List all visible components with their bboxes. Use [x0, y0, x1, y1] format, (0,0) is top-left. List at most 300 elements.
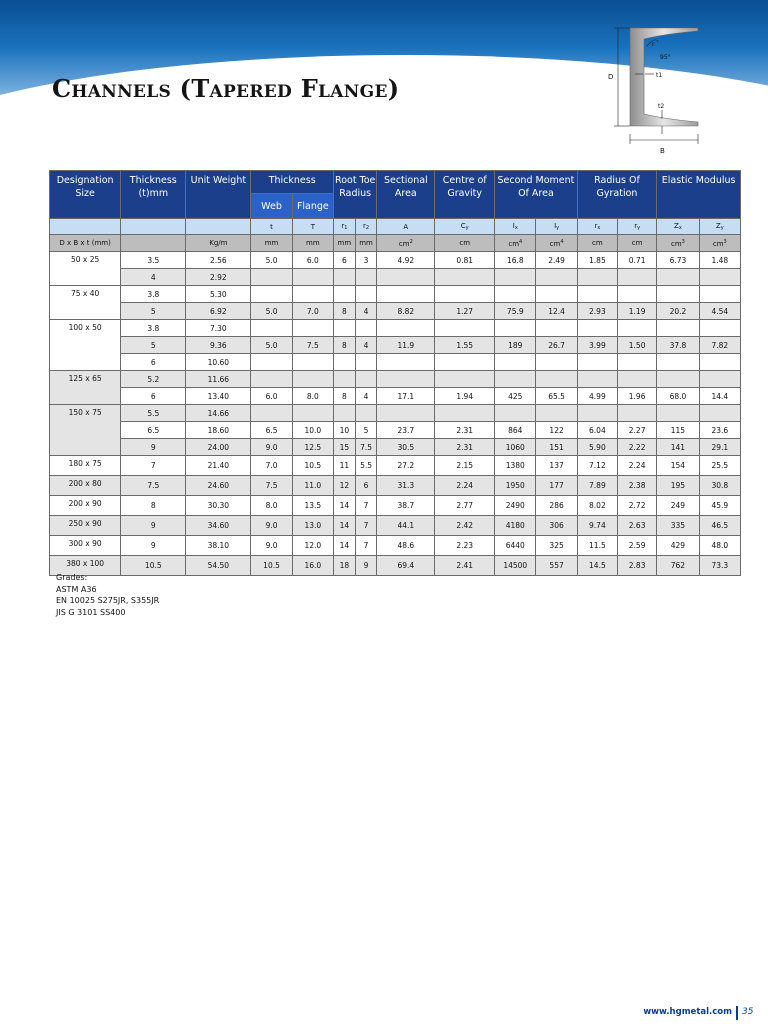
unit-cell: $cm^2$ — [377, 235, 435, 252]
table-cell — [251, 354, 292, 371]
table-cell: 11.0 — [292, 476, 333, 496]
table-cell: 65.5 — [536, 388, 577, 405]
table-cell: 9 — [121, 439, 186, 456]
table-cell — [577, 286, 617, 303]
table-cell: 0.71 — [618, 252, 657, 269]
table-cell — [292, 405, 333, 422]
table-cell: 5.5 — [355, 456, 377, 476]
table-cell: 6.92 — [186, 303, 251, 320]
table-cell — [657, 371, 699, 388]
table-cell: 5.2 — [121, 371, 186, 388]
table-cell: 29.1 — [699, 439, 740, 456]
table-cell — [251, 320, 292, 337]
symbol-cell: $Z_x$ — [657, 219, 699, 235]
unit-cell: Kg/m — [186, 235, 251, 252]
table-cell: 48.0 — [699, 536, 740, 556]
table-cell: 1950 — [495, 476, 536, 496]
table-cell: 2.24 — [618, 456, 657, 476]
table-cell: 13.40 — [186, 388, 251, 405]
table-cell — [699, 286, 740, 303]
table-cell: 7.5 — [292, 337, 333, 354]
table-cell: 2.22 — [618, 439, 657, 456]
designation-cell: 380 x 100 — [50, 556, 121, 576]
table-row — [50, 286, 741, 303]
designation-cell: 100 x 50 — [50, 320, 121, 371]
table-cell: 4 — [355, 303, 377, 320]
table-cell — [618, 286, 657, 303]
table-cell: 2.23 — [435, 536, 495, 556]
table-cell: 7 — [355, 516, 377, 536]
symbol-cell — [186, 219, 251, 235]
table-row — [50, 354, 741, 371]
table-cell — [377, 405, 435, 422]
symbol-cell: t — [251, 219, 292, 235]
table-cell — [251, 371, 292, 388]
table-cell: 2.15 — [435, 456, 495, 476]
unit-cell: mm — [251, 235, 292, 252]
table-cell: 23.6 — [699, 422, 740, 439]
header-centre-of-gravity: Centre of Gravity — [435, 171, 495, 219]
table-cell: 1.27 — [435, 303, 495, 320]
table-cell — [699, 354, 740, 371]
table-cell: 10.60 — [186, 354, 251, 371]
table-cell: 14.4 — [699, 388, 740, 405]
table-cell: 2.31 — [435, 439, 495, 456]
table-row — [50, 456, 741, 476]
table-cell: 2.59 — [618, 536, 657, 556]
table-cell: 325 — [536, 536, 577, 556]
table-cell: 864 — [495, 422, 536, 439]
table-cell: 11.66 — [186, 371, 251, 388]
table-cell: 5.5 — [121, 405, 186, 422]
table-cell — [251, 405, 292, 422]
channel-spec-table — [49, 170, 741, 576]
symbol-cell — [121, 219, 186, 235]
table-cell — [292, 320, 333, 337]
table-cell: 46.5 — [699, 516, 740, 536]
table-cell: 154 — [657, 456, 699, 476]
table-cell — [618, 269, 657, 286]
table-cell: 8.0 — [251, 496, 292, 516]
table-cell — [495, 405, 536, 422]
unit-row — [50, 235, 741, 252]
table-cell — [495, 286, 536, 303]
t1-label: t1 — [656, 72, 663, 79]
table-cell: 2.42 — [435, 516, 495, 536]
table-cell — [536, 354, 577, 371]
table-cell: 2.92 — [186, 269, 251, 286]
table-cell: 14 — [334, 516, 356, 536]
table-cell — [334, 405, 356, 422]
unit-cell: mm — [334, 235, 356, 252]
table-cell: 151 — [536, 439, 577, 456]
table-cell — [699, 405, 740, 422]
table-row — [50, 496, 741, 516]
table-cell: 14 — [334, 496, 356, 516]
table-row — [50, 476, 741, 496]
table-cell: 2.56 — [186, 252, 251, 269]
table-cell: 4180 — [495, 516, 536, 536]
table-cell: 7.0 — [292, 303, 333, 320]
footer-divider — [736, 1006, 738, 1020]
table-cell: 177 — [536, 476, 577, 496]
table-cell: 557 — [536, 556, 577, 576]
table-cell: 7 — [121, 456, 186, 476]
table-cell: 2.24 — [435, 476, 495, 496]
table-row — [50, 516, 741, 536]
table-cell: 6 — [121, 388, 186, 405]
table-cell — [435, 269, 495, 286]
table-cell: 12.4 — [536, 303, 577, 320]
header-second-moment: Second Moment Of Area — [495, 171, 578, 219]
table-cell: 8 — [334, 303, 356, 320]
table-cell: 2.83 — [618, 556, 657, 576]
table-cell: 9 — [355, 556, 377, 576]
table-cell: 17.1 — [377, 388, 435, 405]
table-cell: 5.0 — [251, 303, 292, 320]
table-cell: 21.40 — [186, 456, 251, 476]
table-cell: 5 — [121, 337, 186, 354]
table-cell: 5.90 — [577, 439, 617, 456]
table-cell — [435, 286, 495, 303]
table-cell: 6.5 — [121, 422, 186, 439]
symbol-row — [50, 219, 741, 235]
symbol-cell: A — [377, 219, 435, 235]
symbol-cell: $r_y$ — [618, 219, 657, 235]
table-cell: 141 — [657, 439, 699, 456]
designation-cell: 150 x 75 — [50, 405, 121, 456]
table-row — [50, 422, 741, 439]
table-cell — [536, 405, 577, 422]
table-cell: 2.27 — [618, 422, 657, 439]
header-elastic-modulus: Elastic Modulus — [657, 171, 741, 219]
table-cell: 195 — [657, 476, 699, 496]
table-cell: 9.0 — [251, 439, 292, 456]
symbol-cell: $Z_y$ — [699, 219, 740, 235]
table-cell: 1380 — [495, 456, 536, 476]
unit-cell: $cm^3$ — [699, 235, 740, 252]
table-cell: 2.63 — [618, 516, 657, 536]
table-cell — [355, 320, 377, 337]
table-cell: 7 — [355, 536, 377, 556]
table-cell — [699, 320, 740, 337]
table-cell: 6.73 — [657, 252, 699, 269]
table-cell: 13.5 — [292, 496, 333, 516]
table-cell: 9 — [121, 536, 186, 556]
table-cell: 10.5 — [121, 556, 186, 576]
table-cell: 122 — [536, 422, 577, 439]
table-cell — [292, 269, 333, 286]
table-cell: 4 — [121, 269, 186, 286]
grade-item: ASTM A36 — [56, 584, 97, 594]
symbol-cell: $r_1$ — [334, 219, 356, 235]
table-cell: 9 — [121, 516, 186, 536]
table-cell — [377, 371, 435, 388]
table-cell: 69.4 — [377, 556, 435, 576]
table-cell — [657, 320, 699, 337]
table-row — [50, 439, 741, 456]
table-cell — [699, 371, 740, 388]
designation-cell: 200 x 80 — [50, 476, 121, 496]
header-flange: Flange — [292, 194, 333, 219]
table-cell: 6 — [334, 252, 356, 269]
table-cell — [495, 371, 536, 388]
table-cell: 26.7 — [536, 337, 577, 354]
table-cell: 9.36 — [186, 337, 251, 354]
table-row — [50, 388, 741, 405]
unit-cell: cm — [618, 235, 657, 252]
table-cell: 1.55 — [435, 337, 495, 354]
designation-cell: 75 x 40 — [50, 286, 121, 320]
angle-label: 95° — [660, 54, 671, 61]
header-thickness-t: Thickness (t)mm — [121, 171, 186, 219]
table-cell: 10.5 — [292, 456, 333, 476]
unit-cell: mm — [292, 235, 333, 252]
channel-section-diagram — [598, 22, 708, 160]
table-cell: 9.0 — [251, 536, 292, 556]
table-cell: 7 — [355, 496, 377, 516]
table-cell: 1.85 — [577, 252, 617, 269]
table-cell: 24.60 — [186, 476, 251, 496]
table-cell: 11.9 — [377, 337, 435, 354]
table-cell — [577, 269, 617, 286]
table-cell — [577, 405, 617, 422]
table-cell: 30.5 — [377, 439, 435, 456]
table-row — [50, 536, 741, 556]
table-cell — [577, 371, 617, 388]
table-cell: 7.5 — [355, 439, 377, 456]
table-cell: 3.8 — [121, 320, 186, 337]
symbol-cell: $r_x$ — [577, 219, 617, 235]
table-row — [50, 405, 741, 422]
symbol-cell: $I_x$ — [495, 219, 536, 235]
table-cell — [435, 320, 495, 337]
header-thickness: Thickness — [251, 171, 334, 194]
table-row — [50, 252, 741, 269]
table-cell: 6440 — [495, 536, 536, 556]
table-cell: 6 — [355, 476, 377, 496]
table-cell — [355, 371, 377, 388]
unit-cell: cm — [435, 235, 495, 252]
table-cell — [699, 269, 740, 286]
designation-cell: 50 x 25 — [50, 252, 121, 286]
channel-profile — [630, 28, 698, 126]
table-cell: 38.10 — [186, 536, 251, 556]
table-cell: 306 — [536, 516, 577, 536]
table-cell — [618, 371, 657, 388]
table-cell: 425 — [495, 388, 536, 405]
table-cell: 5.0 — [251, 252, 292, 269]
header-radius-gyration: Radius Of Gyration — [577, 171, 657, 219]
table-cell: 7.12 — [577, 456, 617, 476]
table-cell: 25.5 — [699, 456, 740, 476]
table-cell — [355, 269, 377, 286]
unit-cell: $cm^4$ — [536, 235, 577, 252]
table-cell — [495, 320, 536, 337]
grades-title: Grades: — [56, 573, 88, 582]
table-cell: 3.8 — [121, 286, 186, 303]
table-cell: 2.41 — [435, 556, 495, 576]
table-cell — [536, 371, 577, 388]
unit-cell: mm — [355, 235, 377, 252]
table-cell: 2.77 — [435, 496, 495, 516]
table-cell: 27.2 — [377, 456, 435, 476]
header-root-toe-radius: Root Toe Radius — [334, 171, 377, 219]
table-cell: 16.0 — [292, 556, 333, 576]
table-cell: 2490 — [495, 496, 536, 516]
table-cell — [334, 269, 356, 286]
table-cell: 5.30 — [186, 286, 251, 303]
symbol-cell: $I_y$ — [536, 219, 577, 235]
unit-cell: $cm^3$ — [657, 235, 699, 252]
table-cell: 31.3 — [377, 476, 435, 496]
table-cell: 48.6 — [377, 536, 435, 556]
table-cell: 20.2 — [657, 303, 699, 320]
table-cell: 2.31 — [435, 422, 495, 439]
table-cell: 45.9 — [699, 496, 740, 516]
table-cell: 18.60 — [186, 422, 251, 439]
table-cell: 4.54 — [699, 303, 740, 320]
table-cell: 4.99 — [577, 388, 617, 405]
table-cell: 6.5 — [251, 422, 292, 439]
table-cell — [292, 286, 333, 303]
table-cell — [536, 320, 577, 337]
designation-cell: 300 x 90 — [50, 536, 121, 556]
table-cell: 37.8 — [657, 337, 699, 354]
header-unit-weight: Unit Weight — [186, 171, 251, 219]
symbol-cell: $r_2$ — [355, 219, 377, 235]
table-cell: 8.0 — [292, 388, 333, 405]
header-designation: Designation Size — [50, 171, 121, 219]
table-cell: 7.5 — [121, 476, 186, 496]
table-cell — [657, 405, 699, 422]
table-cell: 0.81 — [435, 252, 495, 269]
unit-cell: cm — [577, 235, 617, 252]
table-row — [50, 303, 741, 320]
table-cell: 23.7 — [377, 422, 435, 439]
table-cell: 24.00 — [186, 439, 251, 456]
table-cell: 189 — [495, 337, 536, 354]
table-cell: 3.99 — [577, 337, 617, 354]
table-cell: 8.02 — [577, 496, 617, 516]
table-cell — [334, 320, 356, 337]
table-cell — [495, 354, 536, 371]
table-cell: 5 — [121, 303, 186, 320]
table-cell: 7.0 — [251, 456, 292, 476]
table-cell: 4.92 — [377, 252, 435, 269]
dimension-b-label: B — [660, 147, 665, 155]
radius-label: r — [652, 41, 655, 48]
designation-cell: 250 x 90 — [50, 516, 121, 536]
table-row — [50, 320, 741, 337]
page-title: Channels (Tapered Flange) — [52, 74, 400, 103]
table-cell: 75.9 — [495, 303, 536, 320]
table-cell — [618, 320, 657, 337]
table-cell — [292, 371, 333, 388]
table-cell: 7.89 — [577, 476, 617, 496]
table-cell — [251, 269, 292, 286]
table-cell: 14.5 — [577, 556, 617, 576]
table-cell — [334, 286, 356, 303]
table-cell: 14500 — [495, 556, 536, 576]
footer-url[interactable]: www.hgmetal.com — [643, 1007, 732, 1017]
symbol-cell — [50, 219, 121, 235]
table-cell: 7.5 — [251, 476, 292, 496]
table-cell: 1.50 — [618, 337, 657, 354]
grade-item: JIS G 3101 SS400 — [56, 607, 126, 617]
table-cell: 38.7 — [377, 496, 435, 516]
table-cell — [577, 320, 617, 337]
table-cell: 9.74 — [577, 516, 617, 536]
table-cell — [334, 371, 356, 388]
table-cell: 30.30 — [186, 496, 251, 516]
table-cell — [657, 354, 699, 371]
table-cell: 6.0 — [251, 388, 292, 405]
table-cell — [657, 286, 699, 303]
table-cell — [355, 286, 377, 303]
table-cell — [377, 354, 435, 371]
table-cell: 11 — [334, 456, 356, 476]
table-cell — [251, 286, 292, 303]
grade-item: EN 10025 S275JR, S355JR — [56, 596, 160, 605]
table-cell: 6.0 — [292, 252, 333, 269]
table-body — [50, 252, 741, 576]
table-cell: 115 — [657, 422, 699, 439]
table-cell — [377, 320, 435, 337]
table-cell: 2.93 — [577, 303, 617, 320]
table-cell: 34.60 — [186, 516, 251, 536]
table-cell — [435, 354, 495, 371]
table-cell: 14.66 — [186, 405, 251, 422]
table-cell: 9.0 — [251, 516, 292, 536]
table-cell: 6.04 — [577, 422, 617, 439]
table-cell: 762 — [657, 556, 699, 576]
designation-cell: 125 x 65 — [50, 371, 121, 405]
table-cell — [377, 286, 435, 303]
dimension-d-label: D — [608, 73, 614, 81]
table-cell: 10 — [334, 422, 356, 439]
table-cell — [377, 269, 435, 286]
table-cell: 16.8 — [495, 252, 536, 269]
table-cell: 8 — [334, 337, 356, 354]
table-cell: 429 — [657, 536, 699, 556]
table-cell — [657, 269, 699, 286]
unit-cell — [121, 235, 186, 252]
t2-label: t2 — [658, 103, 665, 110]
table-cell — [355, 354, 377, 371]
table-cell: 286 — [536, 496, 577, 516]
header-web: Web — [251, 194, 292, 219]
table-row — [50, 337, 741, 354]
table-cell: 12.0 — [292, 536, 333, 556]
table-cell: 4 — [355, 388, 377, 405]
table-cell: 44.1 — [377, 516, 435, 536]
table-cell — [618, 354, 657, 371]
table-cell: 11.5 — [577, 536, 617, 556]
table-row — [50, 269, 741, 286]
table-cell: 2.38 — [618, 476, 657, 496]
table-cell: 2.72 — [618, 496, 657, 516]
table-cell — [435, 405, 495, 422]
unit-cell: D x B x t (mm) — [50, 235, 121, 252]
table-cell: 8 — [334, 388, 356, 405]
table-cell — [536, 269, 577, 286]
table-cell: 18 — [334, 556, 356, 576]
table-cell: 1.19 — [618, 303, 657, 320]
table-cell: 335 — [657, 516, 699, 536]
designation-cell: 180 x 75 — [50, 456, 121, 476]
table-cell: 137 — [536, 456, 577, 476]
